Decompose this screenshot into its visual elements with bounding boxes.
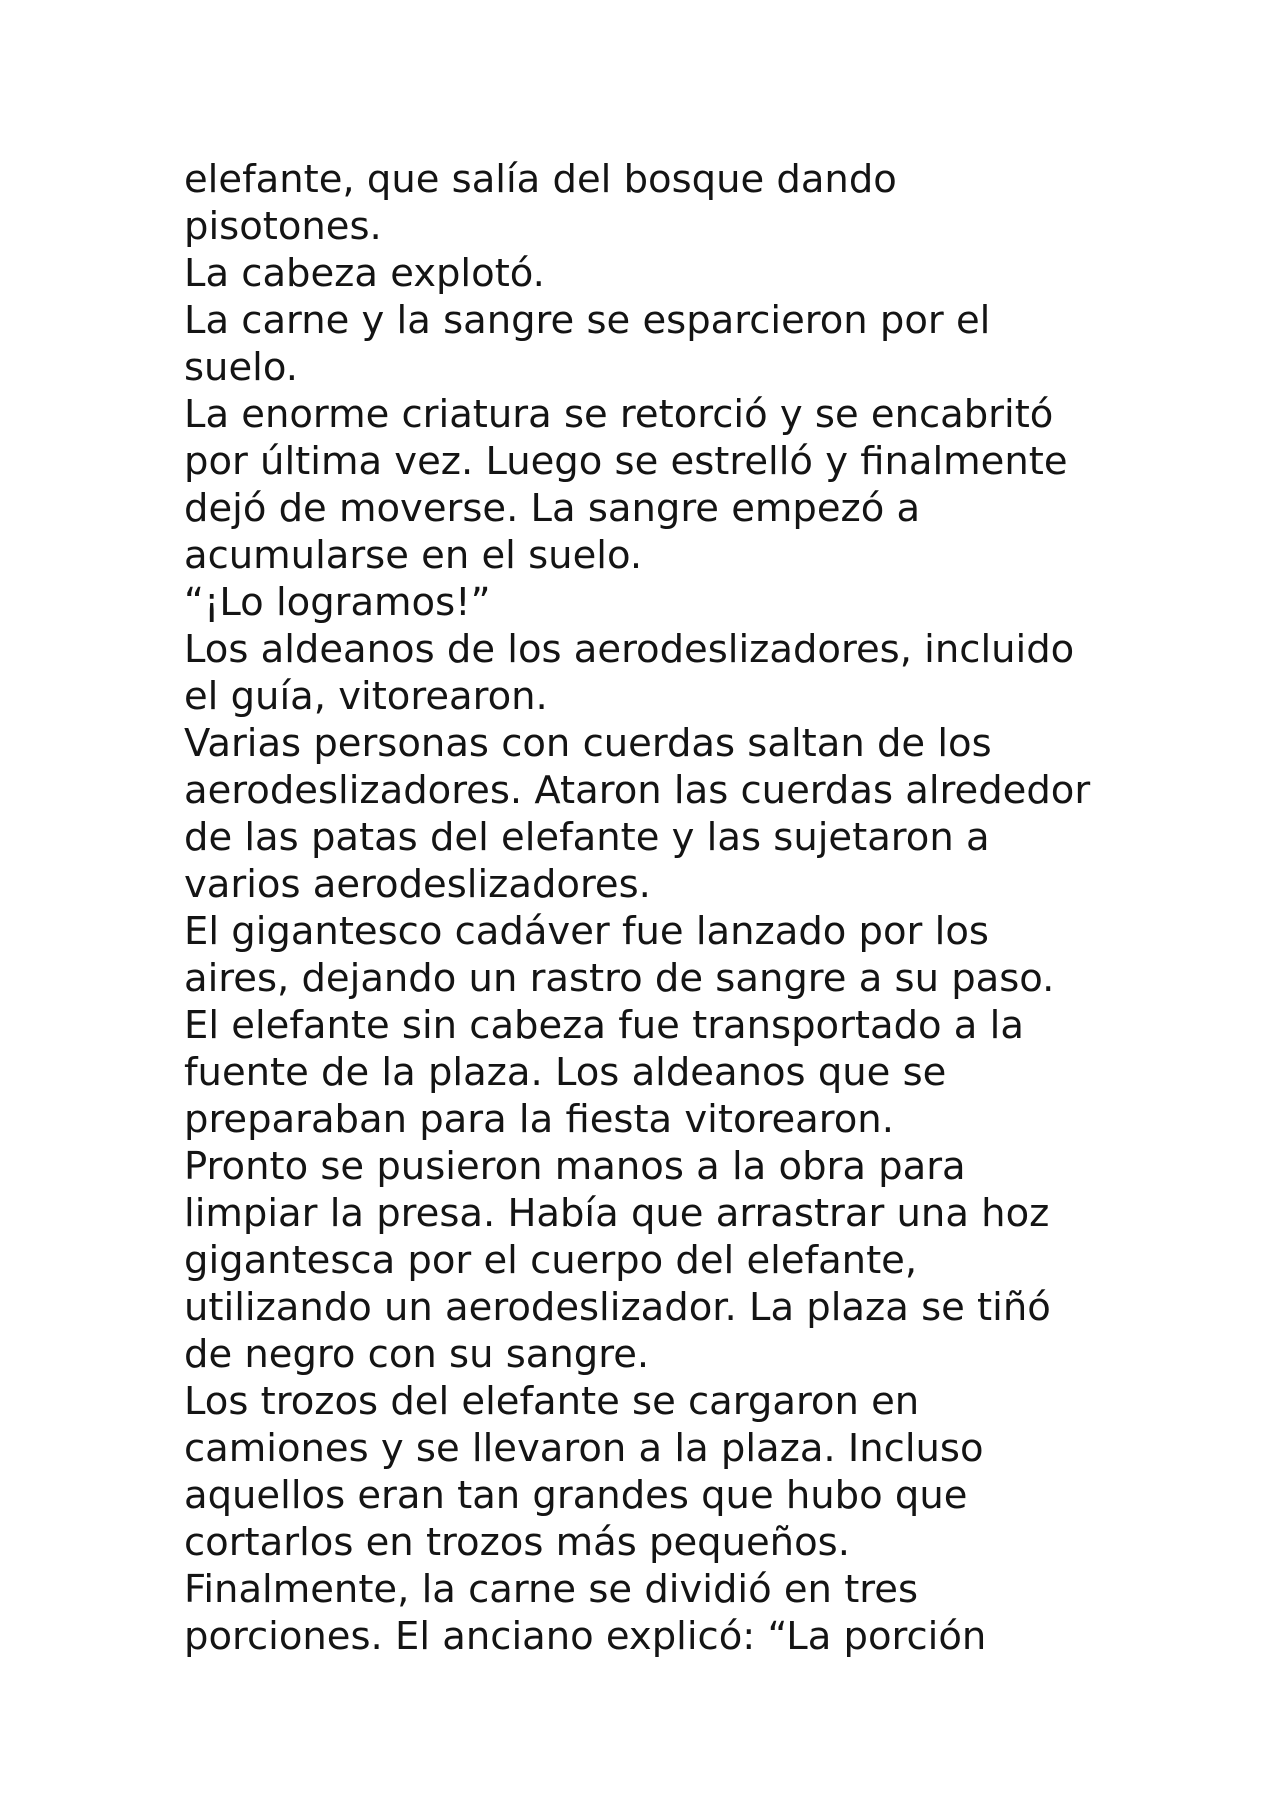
text-line: Los aldeanos de los aerodeslizadores, incluido <box>184 627 1075 672</box>
text-line: suelo. <box>184 345 298 390</box>
text-line: camiones y se llevaron a la plaza. Incluso <box>184 1426 984 1471</box>
text-line: porciones. El anciano explicó: “La porción <box>184 1614 987 1659</box>
text-line: El gigantesco cadáver fue lanzado por los <box>184 909 989 954</box>
text-line: el guía, vitorearon. <box>184 674 548 719</box>
text-line: utilizando un aerodeslizador. La plaza se tiñó <box>184 1285 1051 1330</box>
text-line: limpiar la presa. Había que arrastrar una hoz <box>184 1191 1050 1236</box>
text-line: varios aerodeslizadores. <box>184 862 651 907</box>
text-line: pisotones. <box>184 204 382 249</box>
text-line: gigantesca por el cuerpo del elefante, <box>184 1238 918 1283</box>
text-line: elefante, que salía del bosque dando <box>184 157 897 202</box>
text-line: dejó de moverse. La sangre empezó a <box>184 486 921 531</box>
text-line: cortarlos en trozos más pequeños. <box>184 1520 850 1565</box>
text-line: Pronto se pusieron manos a la obra para <box>184 1144 966 1189</box>
text-line: Finalmente, la carne se dividió en tres <box>184 1567 919 1612</box>
text-line: La cabeza explotó. <box>184 251 545 296</box>
text-line: aerodeslizadores. Ataron las cuerdas alrededor <box>184 768 1091 813</box>
text-line: preparaban para la fiesta vitorearon. <box>184 1097 894 1142</box>
text-line: La enorme criatura se retorció y se encabritó <box>184 392 1054 437</box>
text-line: aires, dejando un rastro de sangre a su paso. <box>184 956 1055 1001</box>
text-line: El elefante sin cabeza fue transportado a la <box>184 1003 1024 1048</box>
text-line: Los trozos del elefante se cargaron en <box>184 1379 920 1424</box>
text-line: fuente de la plaza. Los aldeanos que se <box>184 1050 947 1095</box>
text-line: Varias personas con cuerdas saltan de los <box>184 721 992 766</box>
text-line: aquellos eran tan grandes que hubo que <box>184 1473 968 1518</box>
text-line: “¡Lo logramos!” <box>184 580 491 625</box>
text-line: de las patas del elefante y las sujetaron a <box>184 815 990 860</box>
text-line: de negro con su sangre. <box>184 1332 650 1377</box>
text-line: acumularse en el suelo. <box>184 533 643 578</box>
body-text <box>184 156 1224 1660</box>
text-line: La carne y la sangre se esparcieron por el <box>184 298 991 343</box>
text-line: por última vez. Luego se estrelló y finalmente <box>184 439 1068 484</box>
